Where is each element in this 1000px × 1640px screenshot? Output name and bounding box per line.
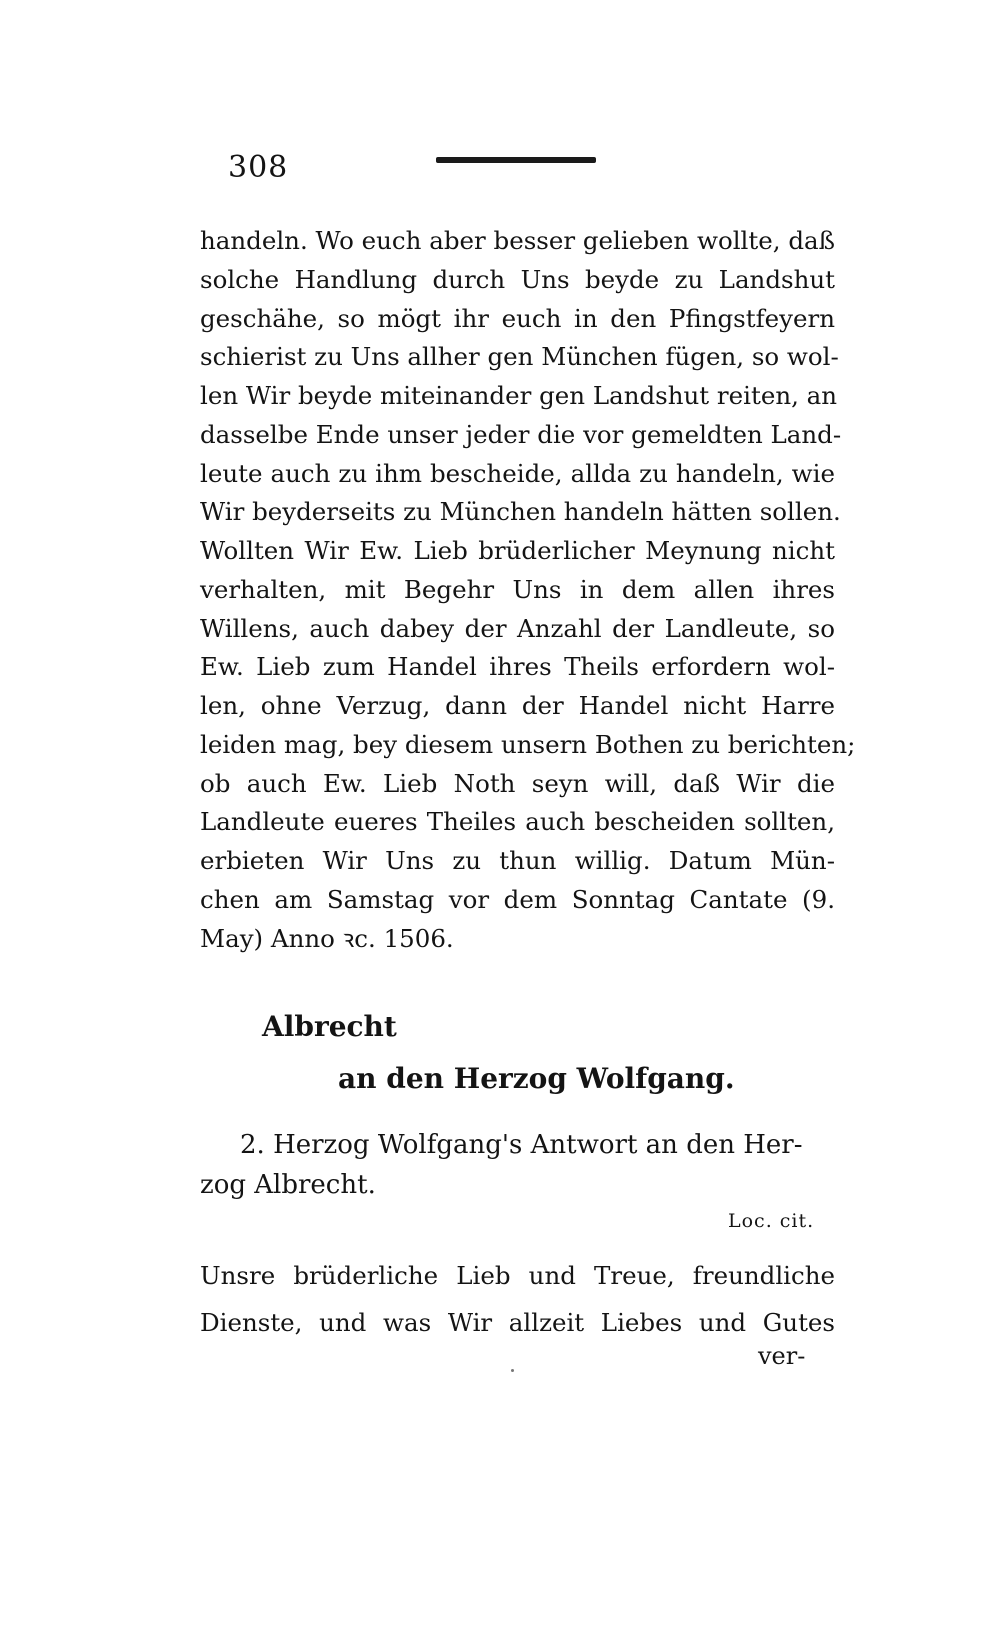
body-line: solche Handlung durch Uns beyde zu Landshut [200, 264, 835, 294]
body-line: erbieten Wir Uns zu thun willig. Datum Mün- [200, 846, 835, 875]
letter-text [200, 1252, 835, 1346]
paper-speck [511, 1369, 514, 1372]
body-line: len, ohne Verzug, dann der Handel nicht Harre [200, 691, 835, 720]
body-line: ob auch Ew. Lieb Noth seyn will, daß Wir die [200, 768, 835, 798]
letter-line: Unsre brüderliche Lieb und Treue, freundliche [200, 1261, 835, 1290]
signature-addressee: an den Herzog Wolfgang. [338, 1062, 735, 1095]
signature-name: Albrecht [262, 1010, 397, 1043]
heading-line: zog Albrecht. [200, 1170, 376, 1200]
header-rule [436, 157, 596, 163]
document-heading [200, 1125, 835, 1205]
body-line: dasselbe Ende unser jeder die vor gemeldten Land- [200, 419, 842, 449]
body-line: Ew. Lieb zum Handel ihres Theils erfordern wol- [200, 652, 835, 682]
body-line: leute auch zu ihm bescheide, allda zu handeln, wie [200, 458, 835, 488]
body-line: May) Anno ꝛc. 1506. [200, 923, 454, 953]
body-line: Willens, auch dabey der Anzahl der Landleute, so [200, 613, 835, 643]
body-line: geschähe, so mögt ihr euch in den Pfingstfeyern [200, 303, 835, 333]
body-line: Landleute eueres Theiles auch bescheiden sollten, [200, 807, 835, 837]
body-line: handeln. Wo euch aber besser gelieben wollte, daß [200, 226, 835, 255]
body-line: len Wir beyde miteinander gen Landshut reiten, an [200, 381, 838, 410]
body-line: Wollten Wir Ew. Lieb brüderlicher Meynung nicht [200, 536, 835, 565]
page-number: 308 [228, 150, 289, 185]
heading-line: 2. Herzog Wolfgang's Antwort an den Her- [240, 1130, 803, 1160]
body-line: leiden mag, bey diesem unsern Bothen zu berichten; [200, 729, 856, 759]
source-reference: Loc. cit. [728, 1210, 815, 1232]
body-line: verhalten, mit Begehr Uns in dem allen ihres [200, 574, 835, 604]
body-line: Wir beyderseits zu München handeln hätten sollen. [200, 497, 841, 527]
body-text [200, 222, 856, 958]
catchword: ver- [758, 1342, 806, 1370]
body-line: schierist zu Uns allher gen München fügen, so wol- [200, 342, 839, 372]
body-line: chen am Samstag vor dem Sonntag Cantate (9. [200, 884, 835, 914]
letter-line: Dienste, und was Wir allzeit Liebes und Gutes [200, 1308, 835, 1337]
